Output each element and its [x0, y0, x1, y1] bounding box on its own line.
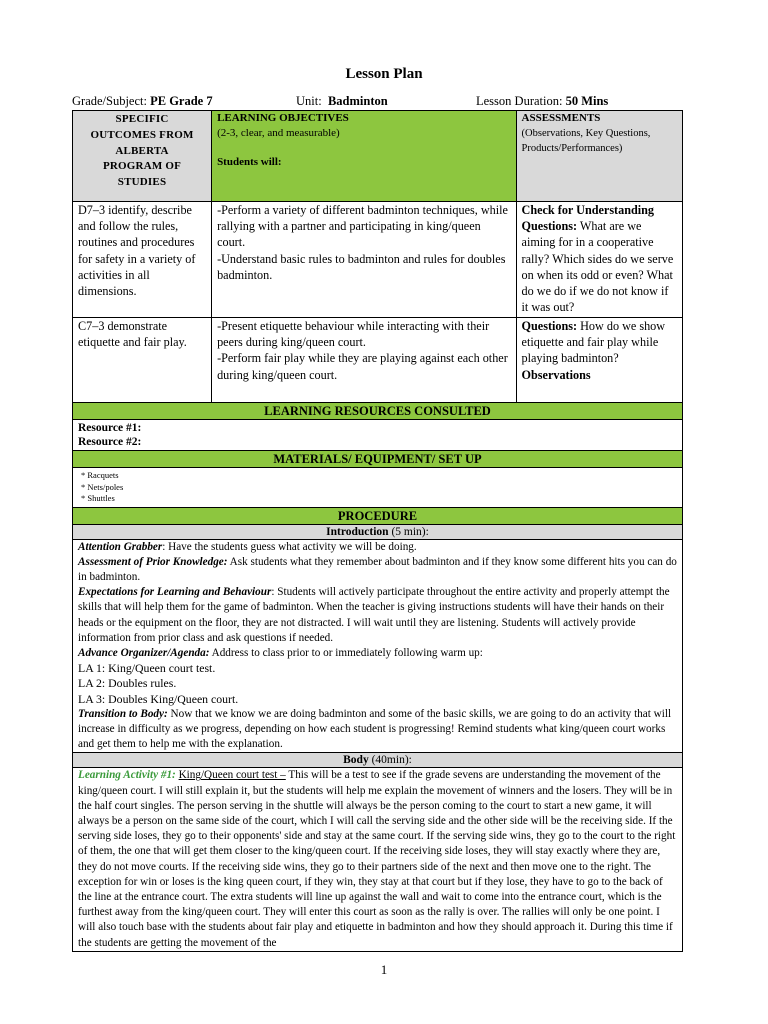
agenda-item: LA 3: Doubles King/Queen court. [78, 691, 239, 706]
assessment-cell [516, 318, 682, 403]
intro-time: (5 min): [388, 525, 429, 538]
outcomes-header [73, 111, 212, 202]
resource-1: Resource #1: [78, 422, 142, 434]
objectives-header-students: Students will: [217, 156, 282, 169]
objective-item: -Perform fair play while they are playing against each other during king/queen court. [217, 351, 508, 382]
expect-text: : Students will actively participate throughout the entire activity and properly attempt the skills that will help them for the game of badminton. When the teacher is giving instructions students will have their hands on their heads or the equipment on the floor, they are not distracted. I will wait until they are listening. Students will actively provide information from prior class and ask questions if needed. [78, 586, 670, 644]
outcomes-header-line: OUTCOMES FROM [90, 128, 194, 141]
intro-header [73, 524, 683, 539]
lesson-duration [476, 94, 608, 109]
objective-cell [212, 318, 516, 403]
objectives-header-sub: (2-3, clear, and measurable) [217, 127, 340, 140]
intro-label: Introduction [326, 525, 389, 538]
objective-cell [212, 202, 516, 318]
body-cell [73, 768, 683, 951]
assessments-header-sub: (Observations, Key Questions, Products/Performances) [521, 128, 651, 154]
advance-text: Address to class prior to or immediately following warm up: [209, 646, 483, 659]
assessment-cell [516, 202, 682, 318]
intro-row [73, 539, 683, 753]
outcomes-header-line: PROGRAM OF [102, 160, 182, 173]
unit-value: Badminton [327, 94, 388, 108]
materials-item: * Racquets [81, 470, 119, 480]
transition-text: Now that we know we are doing badminton and some of the basic skills, we are going to do an activity that will increase in difficulty as we progress, depending on how each student is progressing! Remind students what king/queen court works and get them to help me with the explanation. [78, 707, 672, 751]
table-header-row [73, 111, 683, 202]
agenda-item: LA 1: King/Queen court test. [78, 661, 216, 676]
procedure-header: PROCEDURE [73, 507, 683, 524]
objective-item: -Present etiquette behaviour while interacting with their peers during king/queen court. [217, 319, 490, 350]
transition [78, 707, 677, 753]
prior-knowledge [78, 555, 677, 585]
outcomes-header-line: STUDIES [117, 176, 167, 189]
transition-label: Transition to Body: [78, 707, 168, 720]
intro-header-row [73, 524, 683, 539]
expectations [78, 585, 677, 646]
prior-text: Ask students what they remember about badminton and if they know some different hits you can do in badminton. [78, 555, 677, 583]
resources-header-row [73, 403, 683, 420]
attention-grabber [78, 540, 677, 555]
grade-subject [72, 94, 213, 109]
duration-value: 50 Mins [565, 94, 609, 108]
objectives-header-title: LEARNING OBJECTIVES [217, 112, 349, 124]
assessments-header [516, 111, 682, 202]
unit-label: Unit: [296, 94, 322, 108]
intro-cell [73, 539, 683, 753]
advance-label: Advance Organizer/Agenda: [78, 646, 210, 659]
outcome-cell: D7–3 identify, describe and follow the rules, routines and procedures for safety in a variety of activities in all dimensions. [73, 202, 212, 318]
agenda-item: LA 2: Doubles rules. [78, 676, 177, 691]
outcomes-header-line: ALBERTA [115, 144, 169, 157]
outcome-cell: C7–3 demonstrate etiquette and fair play. [73, 318, 212, 403]
body-row [73, 768, 683, 951]
body-time: (40min): [368, 754, 412, 767]
outcome-row-1 [73, 202, 683, 318]
activity-title: King/Queen court test – [178, 769, 286, 782]
resources-cell [73, 420, 683, 451]
unit [296, 94, 388, 109]
duration-label: Lesson Duration: [476, 94, 563, 108]
attention-text: : Have the students guess what activity we will be doing. [162, 540, 417, 553]
page-title: Lesson Plan [345, 66, 423, 82]
materials-header: MATERIALS/ EQUIPMENT/ SET UP [73, 451, 683, 468]
assessment-observations: Observations [521, 367, 591, 382]
resources-row [73, 420, 683, 451]
objectives-header [212, 111, 516, 202]
lesson-header-row [72, 94, 692, 110]
materials-item: * Nets/poles [81, 481, 124, 492]
lesson-plan-table [72, 110, 683, 952]
grade-value: PE Grade 7 [150, 94, 213, 108]
assessment-text: How do we show etiquette and fair play while playing badminton? [521, 319, 666, 366]
prior-label: Assessment of Prior Knowledge: [78, 555, 228, 568]
assessment-text: What are we aiming for in a cooperative rally? Which sides do we serve on when its odd or even? What do we do if we do not know if it was out? [521, 219, 674, 315]
objective-item: -Perform a variety of different badminton techniques, while rallying with a partner and participating in king/queen court. [217, 203, 508, 250]
grade-label: Grade/Subject: [72, 94, 147, 108]
attention-label: Attention Grabber [78, 540, 163, 553]
procedure-header-row [73, 507, 683, 524]
assessment-label: Questions: [521, 319, 578, 333]
materials-row [73, 468, 683, 508]
resource-2: Resource #2: [78, 436, 142, 448]
outcome-row-2 [73, 318, 683, 403]
materials-header-row [73, 451, 683, 468]
advance-organizer [78, 646, 677, 661]
resources-header: LEARNING RESOURCES CONSULTED [73, 403, 683, 420]
objective-item: -Understand basic rules to badminton and rules for doubles badminton. [217, 251, 506, 282]
activity-label: Learning Activity #1: [78, 769, 176, 782]
body-header-row [73, 753, 683, 768]
page-number: 1 [380, 962, 388, 977]
materials-cell [73, 468, 683, 508]
expect-label: Expectations for Learning and Behaviour [78, 586, 272, 599]
activity-text: This will be a test to see if the grade sevens are understanding the movement of the king/queen court. I will still explain it, but the students will help me explain the movement of winners and the losers. They will be in the half court singles. The person serving in the shuttle will always be the person coming to the court to start a new game, it will always be a person on the same side of the court, which I will call the serving side and the other side will be the receiving side. If the serving side loses, they go to their opponents' side and stay at the same court. If the serving side wins, they go to the court to the right of them, the one that will get them closer to the king/queen court. If the receiving side loses, they will stay exactly where they are, they do not move courts. If the receiving side wins, they go to their partners side of the next and then move one to the right. The exception for win or loses is the king queen court, if they win, they stay at that court but if they lose, they have to go to the back of the line at the entrance court. The extra students will line up against the wall and wait to come into the entrance court, which is the furthest away from the king/queen court. They will enter this court as soon as the rally is over. The rallies will only be one point. I will also touch base with the students about fair play and etiquette in badminton and how they should approach it. During this time if the students are getting the movement of the [78, 769, 676, 949]
materials-item: * Shuttles [81, 493, 115, 503]
assessment-label: Check for Understanding Questions: [521, 203, 655, 234]
body-header [73, 753, 683, 768]
body-label: Body [343, 754, 369, 767]
outcomes-header-line: SPECIFIC [115, 113, 169, 125]
assessments-header-title: ASSESSMENTS [521, 112, 601, 124]
